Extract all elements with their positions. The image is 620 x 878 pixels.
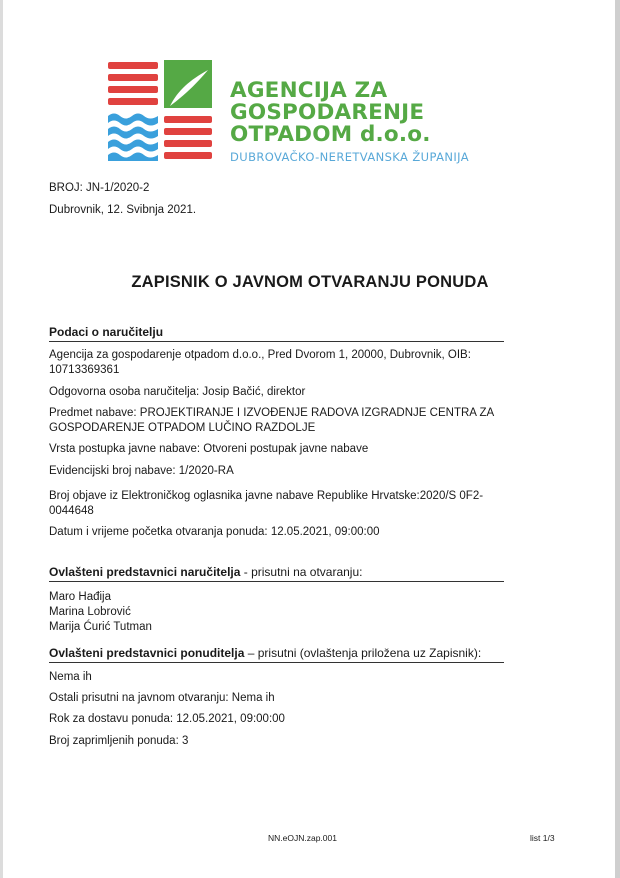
scan-edge-left bbox=[0, 0, 3, 878]
scan-edge-right bbox=[615, 0, 620, 878]
document-number: BROJ: JN-1/2020-2 bbox=[49, 182, 150, 194]
predmet-line-2: GOSPODARENJE OTPADOM LUČINO RAZDOLJE bbox=[49, 422, 316, 434]
odgovorna-osoba: Odgovorna osoba naručitelja: Josip Bačić, direktor bbox=[49, 386, 306, 398]
logo-line-2: GOSPODARENJE bbox=[230, 100, 425, 125]
document-date: Dubrovnik, 12. Svibnja 2021. bbox=[49, 204, 197, 216]
section-heading-predstavnici-ponuditelja bbox=[49, 646, 504, 663]
objava-line-2: 0044648 bbox=[49, 505, 94, 517]
vrsta-postupka: Vrsta postupka javne nabave: Otvoreni postupak javne nabave bbox=[49, 443, 369, 455]
nema-ih: Nema ih bbox=[49, 671, 92, 683]
section-heading-predstavnici-narucitelja bbox=[49, 565, 504, 582]
evidencijski-broj: Evidencijski broj nabave: 1/2020-RA bbox=[49, 465, 234, 477]
document-title: ZAPISNIK O JAVNOM OTVARANJU PONUDA bbox=[131, 273, 489, 291]
datum-otvaranja: Datum i vrijeme početka otvaranja ponuda: 12.05.2021, 09:00:00 bbox=[49, 526, 380, 538]
section-heading-label: Podaci o naručitelju bbox=[49, 325, 164, 339]
agency-logo bbox=[108, 60, 508, 170]
page-number: list 1/3 bbox=[530, 833, 555, 843]
section-heading-rest: - prisutni na otvaranju: bbox=[240, 565, 363, 579]
logo-text bbox=[230, 80, 469, 164]
predstavnik-name: Maro Hađija bbox=[49, 591, 111, 603]
section-heading-rest: – prisutni (ovlaštenja priložena uz Zapisnik): bbox=[244, 646, 482, 660]
logo-mark-icon bbox=[108, 60, 214, 164]
section-heading-bold: Ovlašteni predstavnici ponuditelja bbox=[49, 646, 245, 660]
section-heading-narucitelj bbox=[49, 325, 504, 342]
footer-code: NN.eOJN.zap.001 bbox=[268, 833, 337, 843]
logo-line-3: OTPADOM d.o.o. bbox=[230, 122, 431, 147]
objava-line-1: Broj objave iz Elektroničkog oglasnika javne nabave Republike Hrvatske:2020/S 0F2- bbox=[49, 490, 484, 502]
rok-za-dostavu: Rok za dostavu ponuda: 12.05.2021, 09:00:00 bbox=[49, 713, 285, 725]
predstavnik-name: Marija Ćurić Tutman bbox=[49, 621, 152, 633]
broj-ponuda: Broj zaprimljenih ponuda: 3 bbox=[49, 735, 189, 747]
ostali-prisutni: Ostali prisutni na javnom otvaranju: Nema ih bbox=[49, 692, 275, 704]
logo-subtitle: DUBROVAČKO-NERETVANSKA ŽUPANIJA bbox=[230, 150, 469, 164]
predmet-line-1: Predmet nabave: PROJEKTIRANJE I IZVOĐENJE RADOVA IZGRADNJE CENTRA ZA bbox=[49, 407, 495, 419]
predstavnik-name: Marina Lobrović bbox=[49, 606, 131, 618]
section-heading-bold: Ovlašteni predstavnici naručitelja bbox=[49, 565, 241, 579]
agencija-line-2: 10713369361 bbox=[49, 364, 120, 376]
logo-line-1: AGENCIJA ZA bbox=[230, 78, 388, 103]
agencija-line-1: Agencija za gospodarenje otpadom d.o.o., Pred Dvorom 1, 20000, Dubrovnik, OIB: bbox=[49, 349, 471, 361]
